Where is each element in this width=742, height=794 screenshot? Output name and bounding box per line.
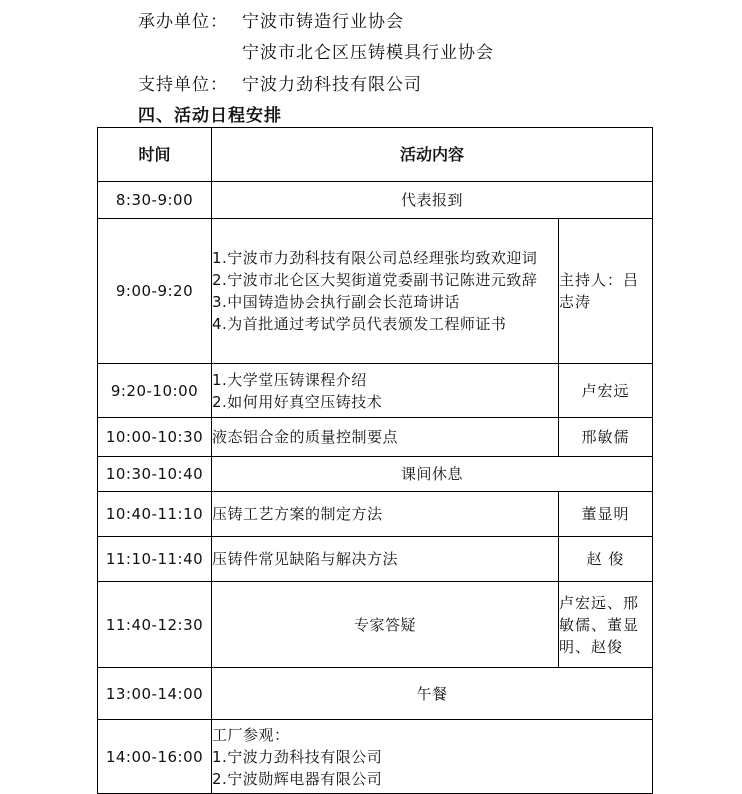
table-row (98, 668, 653, 720)
row-time: 11:10-11:40 (98, 537, 212, 582)
table-row (98, 537, 653, 582)
list-item: 3.中国铸造协会执行副会长范琦讲话 (212, 293, 460, 311)
table-header-row (98, 128, 653, 182)
list-item: 工厂参观： (212, 725, 290, 744)
row-host: 卢宏远 (559, 364, 653, 418)
row-time: 9:20-10:00 (98, 364, 212, 418)
supporter-label: 支持单位： (138, 75, 228, 95)
row-content: 代表报到 (212, 182, 653, 219)
row-time: 10:40-11:10 (98, 492, 212, 537)
row-content: 午餐 (212, 668, 653, 720)
row-content (212, 720, 653, 794)
list-item: 2.如何用好真空压铸技术 (212, 392, 383, 411)
row-time: 9:00-9:20 (98, 219, 212, 364)
list-item: 1.宁波力劲科技有限公司 (212, 747, 383, 766)
section-title: 四、活动日程安排 (138, 106, 282, 126)
table-row (98, 582, 653, 668)
list-item: 1.大学堂压铸课程介绍 (212, 370, 367, 389)
row-host: 卢宏远、邢敏儒、董显明、赵俊 (559, 582, 653, 668)
row-content: 压铸件常见缺陷与解决方法 (212, 537, 559, 582)
row-time: 11:40-12:30 (98, 582, 212, 668)
header-content: 活动内容 (212, 128, 653, 182)
row-content: 课间休息 (212, 457, 653, 492)
undertaker-label: 承办单位： (138, 12, 228, 32)
supporter-line (138, 70, 422, 95)
table-row (98, 219, 653, 364)
list-item: 2.宁波市北仑区大契街道党委副书记陈进元致辞 (212, 271, 538, 289)
row-content (212, 364, 559, 418)
row-content (212, 219, 559, 364)
table-row (98, 720, 653, 794)
undertaker-name-1: 宁波市铸造行业协会 (242, 12, 404, 32)
table-row (98, 364, 653, 418)
row-host: 董显明 (559, 492, 653, 537)
row-host: 邢敏儒 (559, 418, 653, 457)
table-row (98, 418, 653, 457)
row-time: 14:00-16:00 (98, 720, 212, 794)
row-time: 8:30-9:00 (98, 182, 212, 219)
row-host: 主持人：吕志涛 (559, 219, 653, 364)
list-item: 4.为首批通过考试学员代表颁发工程师证书 (212, 315, 507, 333)
row-content: 专家答疑 (212, 582, 559, 668)
table-row (98, 492, 653, 537)
table-row (98, 182, 653, 219)
row-content: 压铸工艺方案的制定方法 (212, 492, 559, 537)
list-item: 1.宁波市力劲科技有限公司总经理张均致欢迎词 (212, 249, 538, 267)
undertaker-line-2 (242, 38, 494, 63)
row-content: 液态铝合金的质量控制要点 (212, 418, 559, 457)
header-time: 时间 (98, 128, 212, 182)
list-item: 2.宁波勋辉电器有限公司 (212, 769, 383, 788)
table-row (98, 457, 653, 492)
row-time: 10:00-10:30 (98, 418, 212, 457)
undertaker-name-2: 宁波市北仑区压铸模具行业协会 (242, 43, 494, 63)
row-time: 10:30-10:40 (98, 457, 212, 492)
undertaker-line-1 (138, 7, 404, 32)
schedule-table (97, 127, 653, 794)
row-host: 赵 俊 (559, 537, 653, 582)
supporter-name: 宁波力劲科技有限公司 (242, 75, 422, 95)
row-time: 13:00-14:00 (98, 668, 212, 720)
